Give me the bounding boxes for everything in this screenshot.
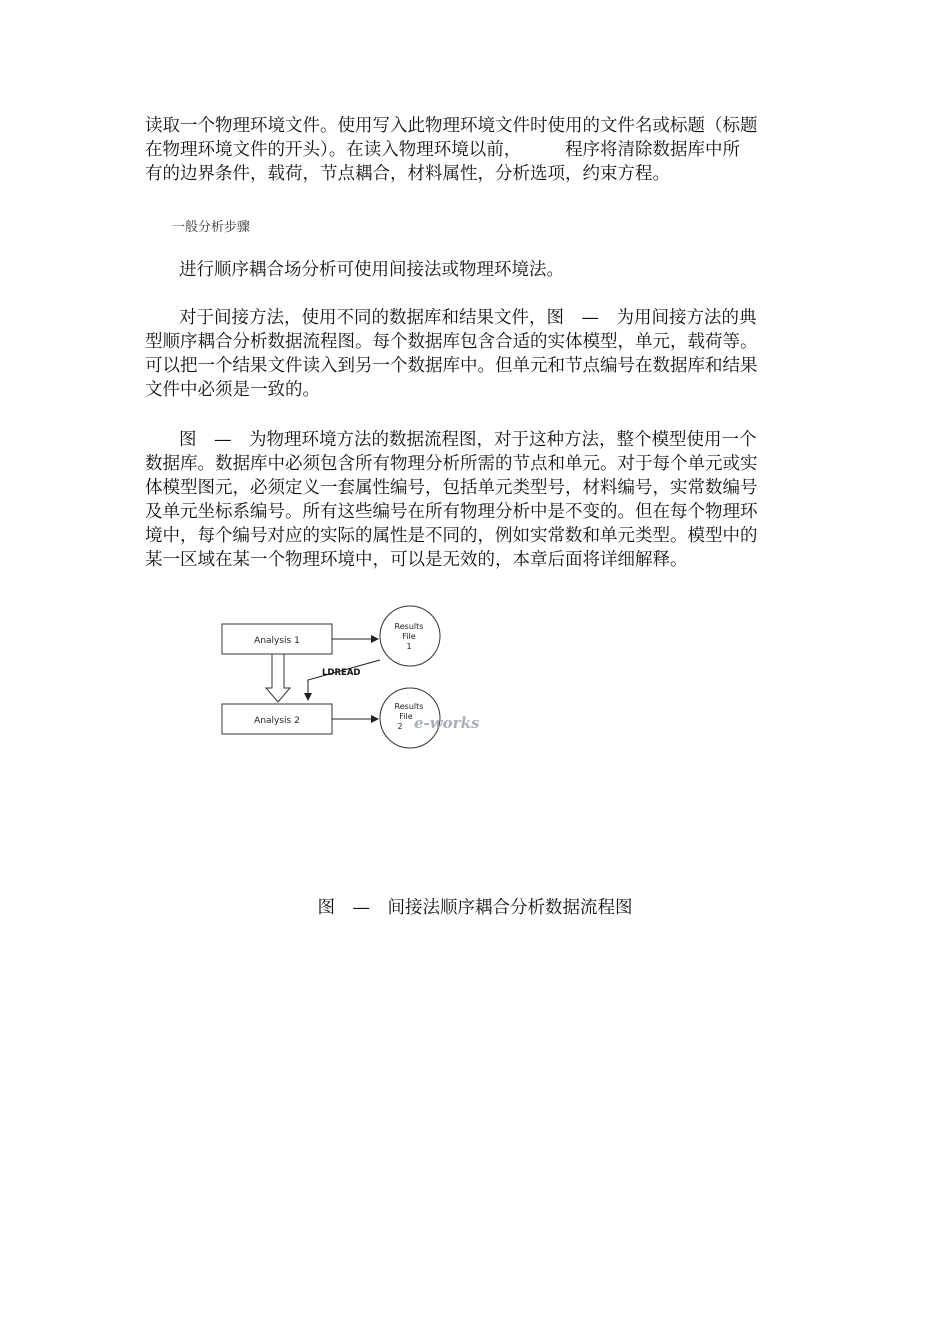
results-file-2-label: File — [399, 712, 413, 721]
text-line: 可以把一个结果文件读入到另一个数据库中。但单元和节点编号在数据库和结果 — [145, 356, 758, 376]
results-file-2-label: Results — [394, 702, 424, 711]
ldread-label: LDREAD — [322, 668, 361, 678]
text-line: 数据库。数据库中必须包含所有物理分析所需的节点和单元。对于每个单元或实 — [145, 454, 758, 474]
text-line: 型顺序耦合分析数据流程图。每个数据库包含合适的实体模型，单元，载荷等。 — [145, 332, 758, 352]
results-file-2-label: 2 — [397, 722, 403, 731]
results-file-1-label: Results — [394, 622, 424, 631]
paragraph-indirect-method — [145, 306, 810, 402]
text-line: 文件中必须是一致的。 — [145, 380, 320, 400]
text-line: 图 — 为物理环境方法的数据流程图，对于这种方法，整个模型使用一个 — [179, 430, 757, 450]
text-line: 读取一个物理环境文件。使用写入此物理环境文件时使用的文件名或标题（标题 — [145, 116, 758, 136]
text-line: 进行顺序耦合场分析可使用间接法或物理环境法。 — [179, 260, 564, 280]
text-line: 在物理环境文件的开头）。在读入物理环境以前， 程序将清除数据库中所 — [145, 140, 740, 160]
text-line: 及单元坐标系编号。所有这些编号在所有物理分析中是不变的。但在每个物理环 — [145, 502, 758, 522]
figure-caption: 图 — 间接法顺序耦合分析数据流程图 — [317, 898, 633, 918]
paragraph-intro — [145, 258, 810, 282]
analysis-2-label: Analysis 2 — [254, 716, 300, 726]
text-line: 某一区域在某一个物理环境中，可以是无效的，本章后面将详细解释。 — [145, 550, 688, 570]
text-line: 有的边界条件，载荷，节点耦合，材料属性，分析选项，约束方程。 — [145, 164, 670, 184]
analysis-1-label: Analysis 1 — [254, 636, 300, 646]
e-works-watermark: e-works — [414, 714, 480, 732]
text-line: 体模型图元，必须定义一套属性编号，包括单元类型号，材料编号，实常数编号 — [145, 478, 758, 498]
hollow-down-arrow — [266, 654, 290, 702]
data-flow-diagram — [210, 600, 510, 760]
paragraph-physics-file — [145, 114, 810, 186]
paragraph-physics-method — [145, 428, 810, 572]
text-line: 境中，每个编号对应的实际的属性是不同的，例如实常数和单元类型。模型中的 — [145, 526, 758, 546]
ldread-path — [308, 660, 380, 700]
results-file-1-label: 1 — [406, 642, 412, 651]
text-line: 对于间接方法，使用不同的数据库和结果文件，图 — 为用间接方法的典 — [179, 308, 757, 328]
results-file-1-label: File — [402, 632, 416, 641]
section-heading: 一般分析步骤 — [172, 220, 251, 235]
